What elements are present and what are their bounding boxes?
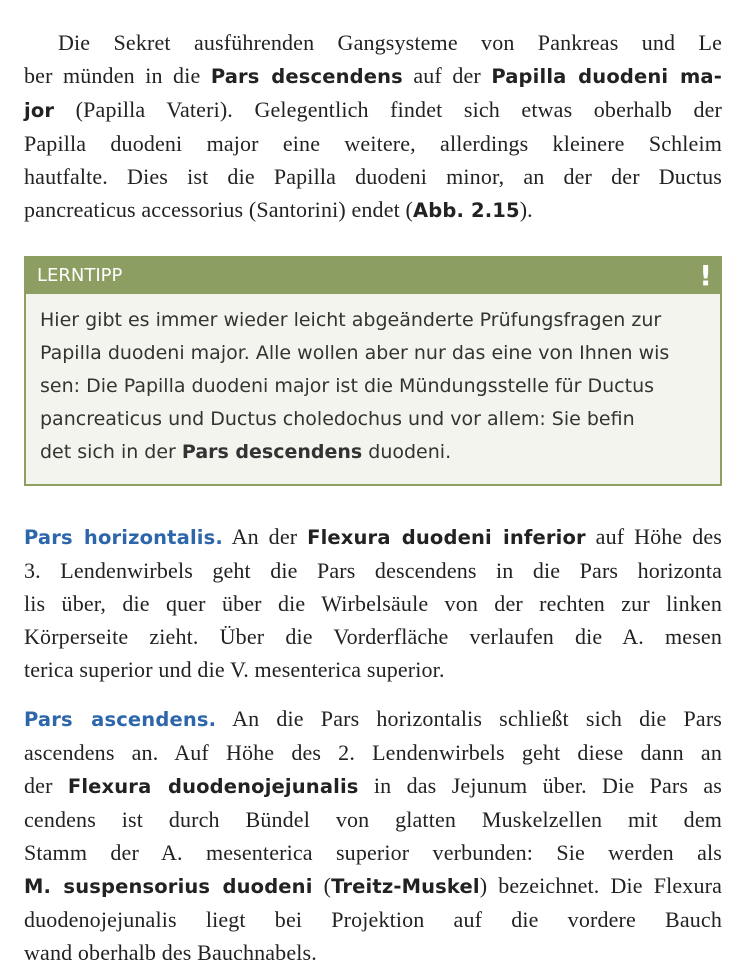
learning-tip-header [26,258,720,294]
text-line: cendens ist durch Bündel von glatten Muskelzellen mit dem [24,807,722,832]
text-line: Papilla duodeni major. Alle wollen aber nur das eine von Ihnen wis [40,342,670,364]
text-line: Pars ascendens. An die Pars horizontalis schließt sich die Pars [24,706,723,731]
text-line: Die Sekret ausführenden Gangsysteme von Pankreas und Le [58,30,722,55]
section-heading: Pars ascendens. [24,708,217,731]
text-line: Hier gibt es immer wieder leicht abgeänderte Prüfungsfragen zur [40,309,662,331]
bold-term: Flexura duodeni inferior [307,526,586,549]
text-line: sen: Die Papilla duodeni major ist die Mündungsstelle für Ductus [40,375,655,397]
text-line: pancreaticus und Ductus choledochus und vor allem: Sie befin [40,408,635,430]
text-line: hautfalte. Dies ist die Papilla duodeni minor, an der der Ductus [24,164,722,189]
paragraph-pars-horizontalis [24,520,722,686]
learning-tip-label: LERNTIPP [37,265,123,286]
text-line: ber münden in die Pars descendens auf der Papilla duodeni ma- [24,63,722,88]
paragraph-duct-systems [24,26,722,227]
bold-term: Flexura duodenojejunalis [67,775,359,798]
bold-term: Pars descendens [181,441,363,463]
bold-term: Papilla duodeni ma- [491,65,722,88]
bold-term: Pars descendens [210,65,403,88]
text-line: Körperseite zieht. Über die Vorderfläche verlaufen die A. mesen [24,624,722,649]
bold-term: Abb. 2.15 [413,199,520,222]
text-line: terica superior und die V. mesenterica superior. [24,657,445,682]
text-line: 3. Lendenwirbels geht die Pars descendens in die Pars horizonta [24,558,722,583]
bold-term: Treitz-Muskel [331,875,480,898]
bold-term: M. suspensorius duodeni [24,875,313,898]
text-line: Pars horizontalis. An der Flexura duodeni inferior auf Höhe des [24,524,722,549]
exclamation-icon: ! [699,259,712,292]
text-line: jor (Papilla Vateri). Gelegentlich findet sich etwas oberhalb der [24,97,722,122]
bold-term: jor [24,99,55,122]
text-line: duodenojejunalis liegt bei Projektion auf die vordere Bauch [24,907,722,932]
text-line: lis über, die quer über die Wirbelsäule von der rechten zur linken [24,591,722,616]
text-line: Stamm der A. mesenterica superior verbunden: Sie werden als [24,840,722,865]
text-line: Papilla duodeni major eine weitere, allerdings kleinere Schleim [24,131,722,156]
text-line: der Flexura duodenojejunalis in das Jejunum über. Die Pars as [24,773,723,798]
text-line: pancreaticus accessorius (Santorini) endet (Abb. 2.15). [24,197,533,222]
learning-tip-text [26,294,720,469]
text-line: wand oberhalb des Bauchnabels. [24,940,317,965]
paragraph-pars-ascendens [24,702,722,969]
text-line: det sich in der Pars descendens duodeni. [40,441,452,463]
text-line: ascendens an. Auf Höhe des 2. Lendenwirbels geht diese dann an [24,740,722,765]
learning-tip-box [24,256,722,486]
section-heading: Pars horizontalis. [24,526,223,549]
text-line: M. suspensorius duodeni (Treitz-Muskel) bezeichnet. Die Flexura [24,873,722,898]
